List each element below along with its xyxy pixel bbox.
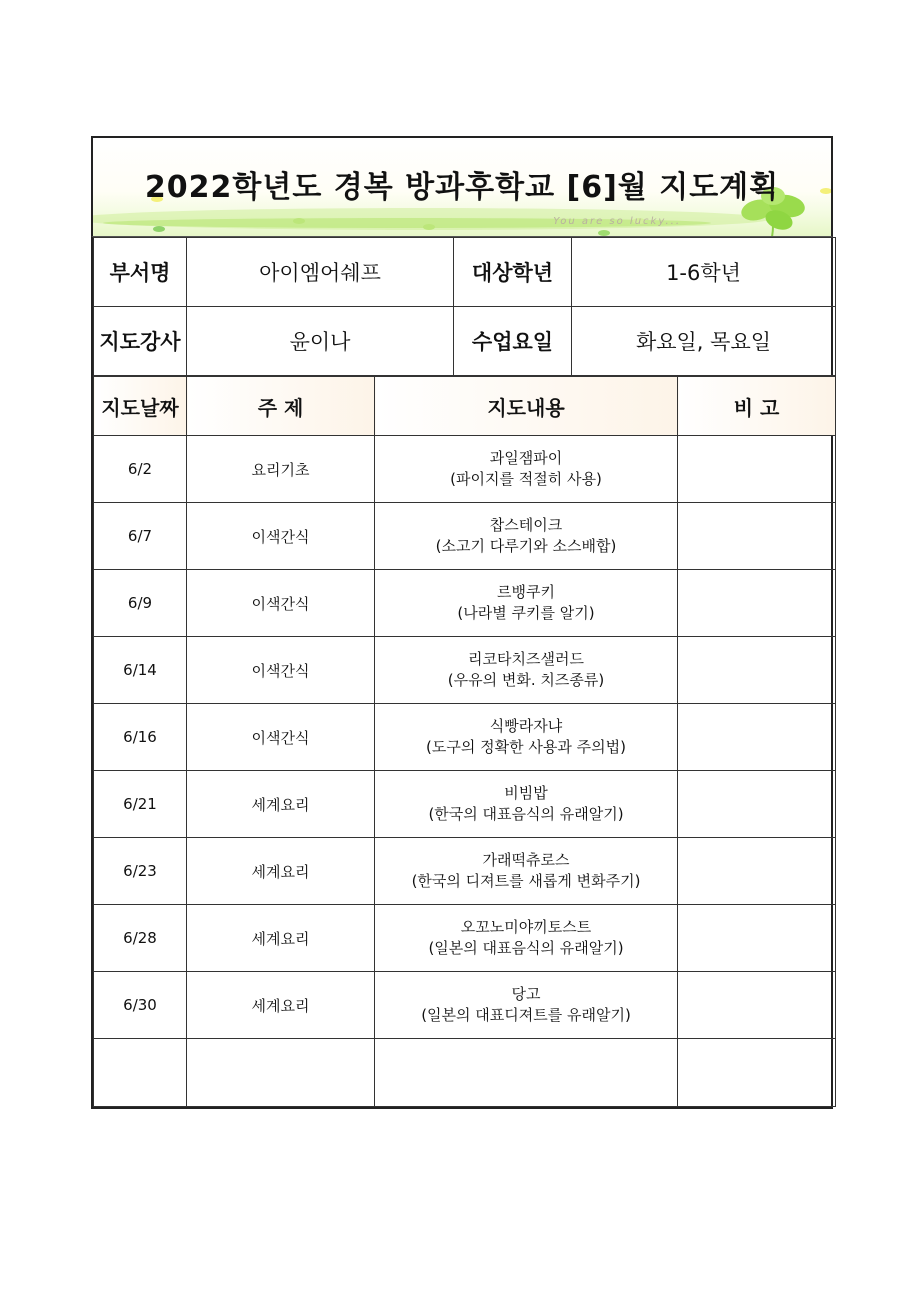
row-content (375, 570, 678, 637)
row-note (678, 503, 836, 570)
row-note (678, 704, 836, 771)
header-topic: 주 제 (187, 377, 375, 436)
row-content (375, 838, 678, 905)
row-date: 6/2 (94, 436, 187, 503)
schedule-header-row (94, 377, 836, 436)
content-title: 찹스테이크 (489, 516, 563, 534)
row-topic: 이색간식 (187, 570, 375, 637)
banner-dot-decoration (293, 218, 305, 224)
row-note (678, 637, 836, 704)
info-row-department (94, 238, 836, 307)
content-title: 당고 (511, 985, 541, 1003)
row-topic: 세계요리 (187, 905, 375, 972)
row-date: 6/30 (94, 972, 187, 1039)
info-table (93, 237, 836, 376)
grade-label: 대상학년 (454, 238, 572, 307)
row-note (678, 905, 836, 972)
row-topic: 이색간식 (187, 637, 375, 704)
department-label: 부서명 (94, 238, 187, 307)
content-title: 과일잼파이 (489, 449, 563, 467)
content-detail: (일본의 대표음식의 유래알기) (428, 939, 624, 957)
table-row (94, 972, 836, 1039)
banner-dot-decoration (153, 226, 165, 232)
row-date: 6/14 (94, 637, 187, 704)
row-date: 6/23 (94, 838, 187, 905)
lesson-plan-document (91, 136, 833, 1109)
content-detail: (우유의 변화. 치즈종류) (447, 671, 605, 689)
banner-lucky-text: You are so lucky... (553, 216, 681, 227)
row-topic (187, 1039, 375, 1107)
content-detail: (일본의 대표디져트를 유래알기) (421, 1006, 631, 1024)
content-detail: (도구의 정확한 사용과 주의법) (426, 738, 626, 756)
row-date (94, 1039, 187, 1107)
content-title: 식빵라자냐 (489, 717, 563, 735)
instructor-label: 지도강사 (94, 307, 187, 376)
content-title: 오꼬노미야끼토스트 (460, 918, 592, 936)
row-date: 6/9 (94, 570, 187, 637)
grade-value: 1-6학년 (572, 238, 836, 307)
row-topic: 요리기초 (187, 436, 375, 503)
table-row (94, 838, 836, 905)
content-title: 르뱅쿠키 (497, 583, 555, 601)
row-topic: 세계요리 (187, 972, 375, 1039)
content-detail: (한국의 대표음식의 유래알기) (428, 805, 624, 823)
row-note (678, 1039, 836, 1107)
content-detail: (한국의 디져트를 새롭게 변화주기) (411, 872, 641, 890)
instructor-value: 윤이나 (187, 307, 454, 376)
row-topic: 세계요리 (187, 838, 375, 905)
content-detail: (나라별 쿠키를 알기) (457, 604, 595, 622)
row-topic: 세계요리 (187, 771, 375, 838)
row-note (678, 771, 836, 838)
header-content: 지도내용 (375, 377, 678, 436)
banner-dot-decoration (598, 230, 610, 236)
row-date: 6/7 (94, 503, 187, 570)
row-content (375, 503, 678, 570)
plan-table-wrapper (91, 237, 833, 1109)
content-title: 리코타치즈샐러드 (468, 650, 584, 668)
table-row-empty (94, 1039, 836, 1107)
table-row (94, 570, 836, 637)
row-content (375, 1039, 678, 1107)
row-content (375, 436, 678, 503)
table-row (94, 771, 836, 838)
days-value: 화요일, 목요일 (572, 307, 836, 376)
table-row (94, 905, 836, 972)
row-note (678, 570, 836, 637)
row-content (375, 771, 678, 838)
row-content (375, 704, 678, 771)
title-banner (91, 136, 833, 237)
banner-dot-decoration (423, 224, 435, 230)
table-row (94, 704, 836, 771)
content-detail: (소고기 다루기와 소스배합) (435, 537, 617, 555)
content-title: 비빔밥 (504, 784, 548, 802)
schedule-table (93, 376, 836, 1107)
row-content (375, 905, 678, 972)
row-date: 6/28 (94, 905, 187, 972)
table-row (94, 637, 836, 704)
row-note (678, 838, 836, 905)
department-value: 아이엠어쉐프 (187, 238, 454, 307)
info-row-instructor (94, 307, 836, 376)
row-date: 6/16 (94, 704, 187, 771)
row-content (375, 972, 678, 1039)
row-date: 6/21 (94, 771, 187, 838)
row-note (678, 972, 836, 1039)
days-label: 수업요일 (454, 307, 572, 376)
header-date: 지도날짜 (94, 377, 187, 436)
header-note: 비 고 (678, 377, 836, 436)
content-title: 가래떡츄로스 (482, 851, 570, 869)
content-detail: (파이지를 적절히 사용) (450, 470, 602, 488)
table-row (94, 436, 836, 503)
row-topic: 이색간식 (187, 704, 375, 771)
row-content (375, 637, 678, 704)
document-title: 2022학년도 경복 방과후학교 [6]월 지도계획 (144, 170, 780, 205)
row-note (678, 436, 836, 503)
table-row (94, 503, 836, 570)
row-topic: 이색간식 (187, 503, 375, 570)
